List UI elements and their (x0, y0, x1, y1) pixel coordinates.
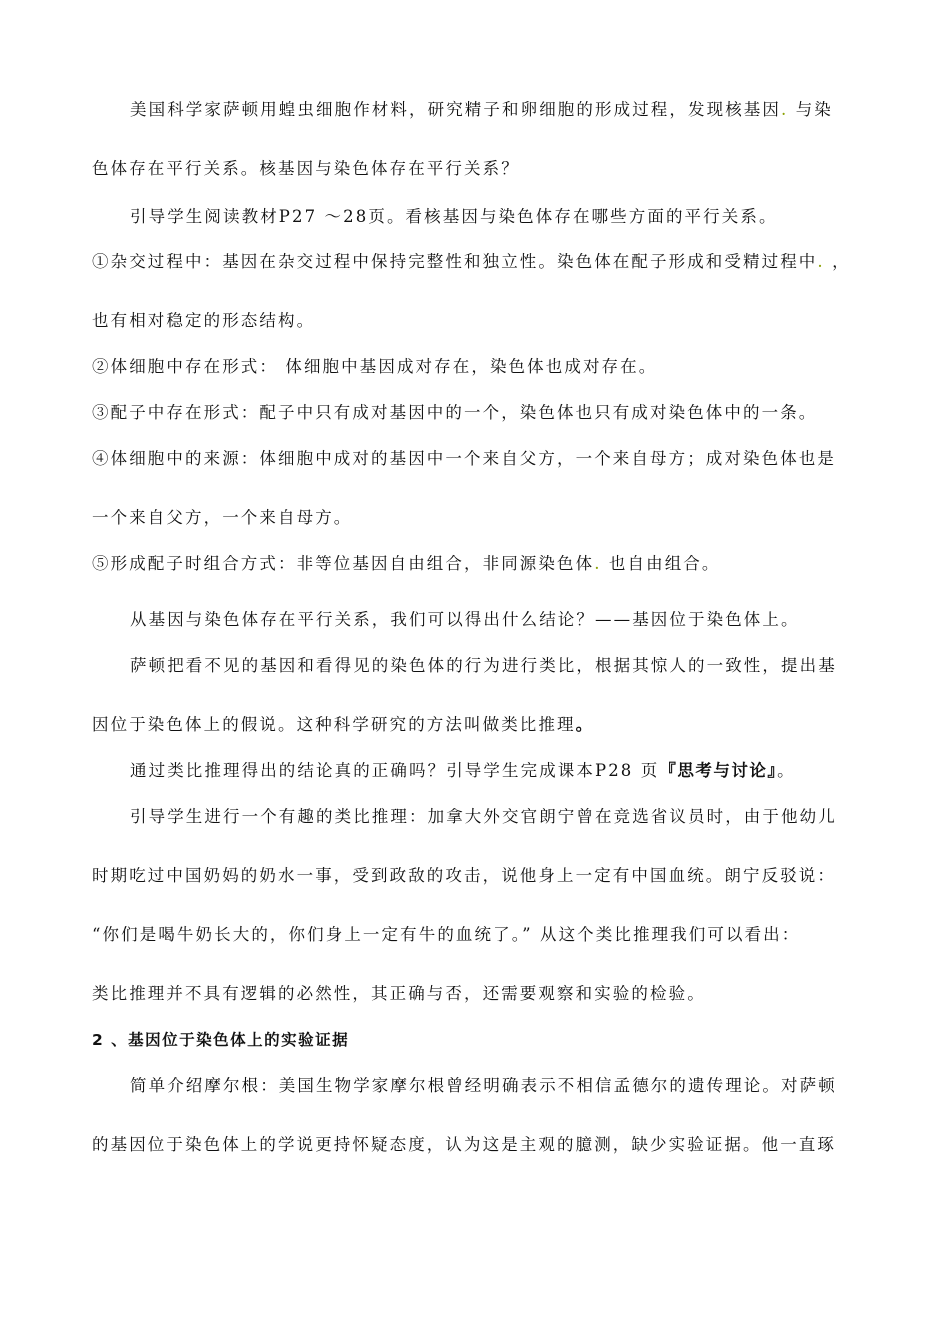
item3: ③配子中存在形式：配子中只有成对基因中的一个，染色体也只有成对染色体中的一条。 (92, 403, 818, 422)
para4-line2: 因位于染色体上的假说。这种科学研究的方法叫做类比推理。 (92, 715, 595, 734)
para6-line2: 时期吃过中国奶妈的奶水一事，受到政敌的攻击，说他身上一定有中国血统。朗宁反驳说： (92, 866, 836, 885)
para4-line1: 萨顿把看不见的基因和看得见的染色体的行为进行类比，根据其惊人的一致性，提出基 (130, 656, 837, 675)
section-heading-2: 2 、基因位于染色体上的实验证据 (92, 1031, 350, 1049)
para6-line3: “你们是喝牛奶长大的，你们身上一定有牛的血统了。” 从这个类比推理我们可以看出： (92, 925, 801, 944)
item4-line2: 一个来自父方，一个来自母方。 (92, 508, 353, 527)
para7-line1: 简单介绍摩尔根：美国生物学家摩尔根曾经明确表示不相信孟德尔的遗传理论。对萨顿 (130, 1076, 837, 1095)
para1-line1: 美国科学家萨顿用蝗虫细胞作材料，研究精子和卵细胞的形成过程，发现核基因. 与染 (130, 100, 833, 119)
para7-line2: 的基因位于染色体上的学说更持怀疑态度，认为这是主观的臆测，缺少实验证据。他一直琢 (92, 1135, 836, 1154)
para2: 引导学生阅读教材P27 ～28页。看核基因与染色体存在哪些方面的平行关系。 (130, 207, 778, 226)
para6-line1: 引导学生进行一个有趣的类比推理：加拿大外交官朗宁曾在竞选省议员时，由于他幼儿 (130, 807, 837, 826)
item1-line1: ①杂交过程中：基因在杂交过程中保持完整性和独立性。染色体在配子形成和受精过程中. ， (92, 252, 851, 271)
para1-line2: 色体存在平行关系。核基因与染色体存在平行关系？ (92, 159, 520, 178)
para5: 通过类比推理得出的结论真的正确吗？引导学生完成课本P28 页『思考与讨论』。 (130, 761, 796, 780)
item1-line2: 也有相对稳定的形态结构。 (92, 311, 316, 330)
item2: ②体细胞中存在形式： 体细胞中基因成对存在，染色体也成对存在。 (92, 357, 658, 376)
item5: ⑤形成配子时组合方式：非等位基因自由组合，非同源染色体. 也自由组合。 (92, 554, 721, 573)
para6-line4: 类比推理并不具有逻辑的必然性，其正确与否，还需要观察和实验的检验。 (92, 984, 706, 1003)
para3: 从基因与染色体存在平行关系，我们可以得出什么结论？——基因位于染色体上。 (130, 610, 800, 629)
item4-line1: ④体细胞中的来源：体细胞中成对的基因中一个来自父方，一个来自母方；成对染色体也是 (92, 449, 836, 468)
